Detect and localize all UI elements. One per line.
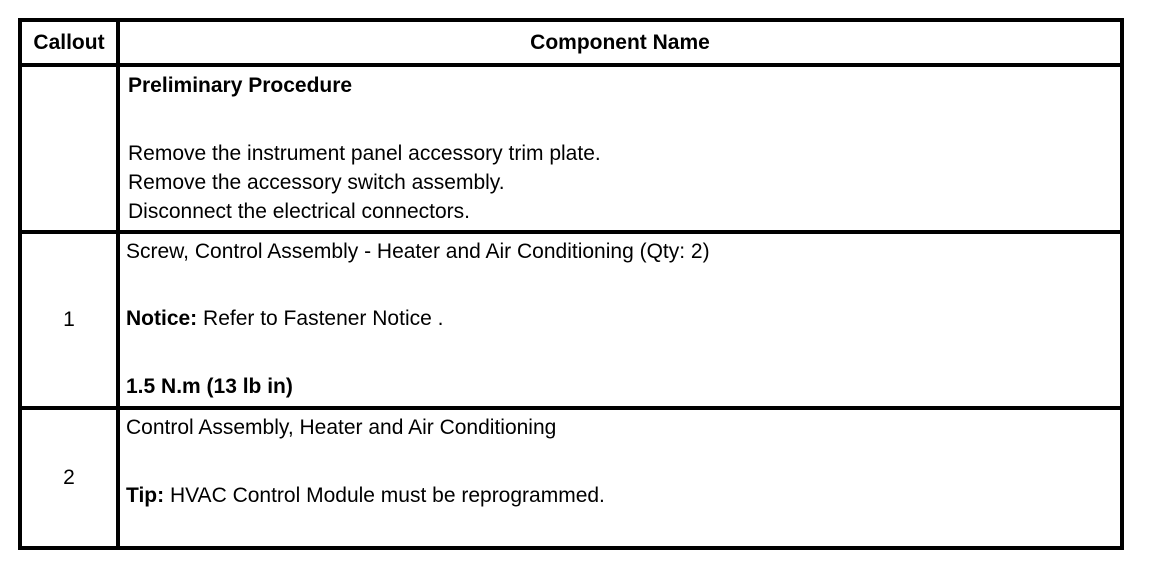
preliminary-procedure-cell xyxy=(120,67,1120,230)
callout-number: 1 xyxy=(63,308,75,331)
preliminary-step: Remove the instrument panel accessory trim plate. xyxy=(128,142,601,165)
callout-column-header: Callout xyxy=(33,30,105,54)
preliminary-step: Remove the accessory switch assembly. xyxy=(128,171,505,194)
component-name: Screw, Control Assembly - Heater and Air Conditioning (Qty: 2) xyxy=(126,240,710,263)
preliminary-procedure-title: Preliminary Procedure xyxy=(128,74,353,97)
component-name-column-header: Component Name xyxy=(530,30,710,54)
table-row xyxy=(22,234,1120,410)
preliminary-procedure-row xyxy=(22,67,1120,234)
notice-line xyxy=(126,304,443,333)
tip-text: HVAC Control Module must be reprogrammed. xyxy=(164,484,605,507)
tip-label: Tip: xyxy=(126,484,165,507)
preliminary-callout-cell xyxy=(22,67,116,230)
table-header-row xyxy=(22,22,1120,67)
notice-text: Refer to Fastener Notice . xyxy=(197,307,444,330)
torque-spec: 1.5 N.m (13 lb in) xyxy=(126,375,293,398)
component-name: Control Assembly, Heater and Air Conditioning xyxy=(126,416,557,439)
callout-number: 2 xyxy=(63,466,75,489)
component-cell xyxy=(120,410,1120,546)
component-cell xyxy=(120,234,1120,406)
procedure-table xyxy=(18,18,1124,550)
notice-label: Notice: xyxy=(126,307,198,330)
tip-line xyxy=(126,481,605,510)
table-row xyxy=(22,410,1120,546)
preliminary-step: Disconnect the electrical connectors. xyxy=(128,200,470,223)
